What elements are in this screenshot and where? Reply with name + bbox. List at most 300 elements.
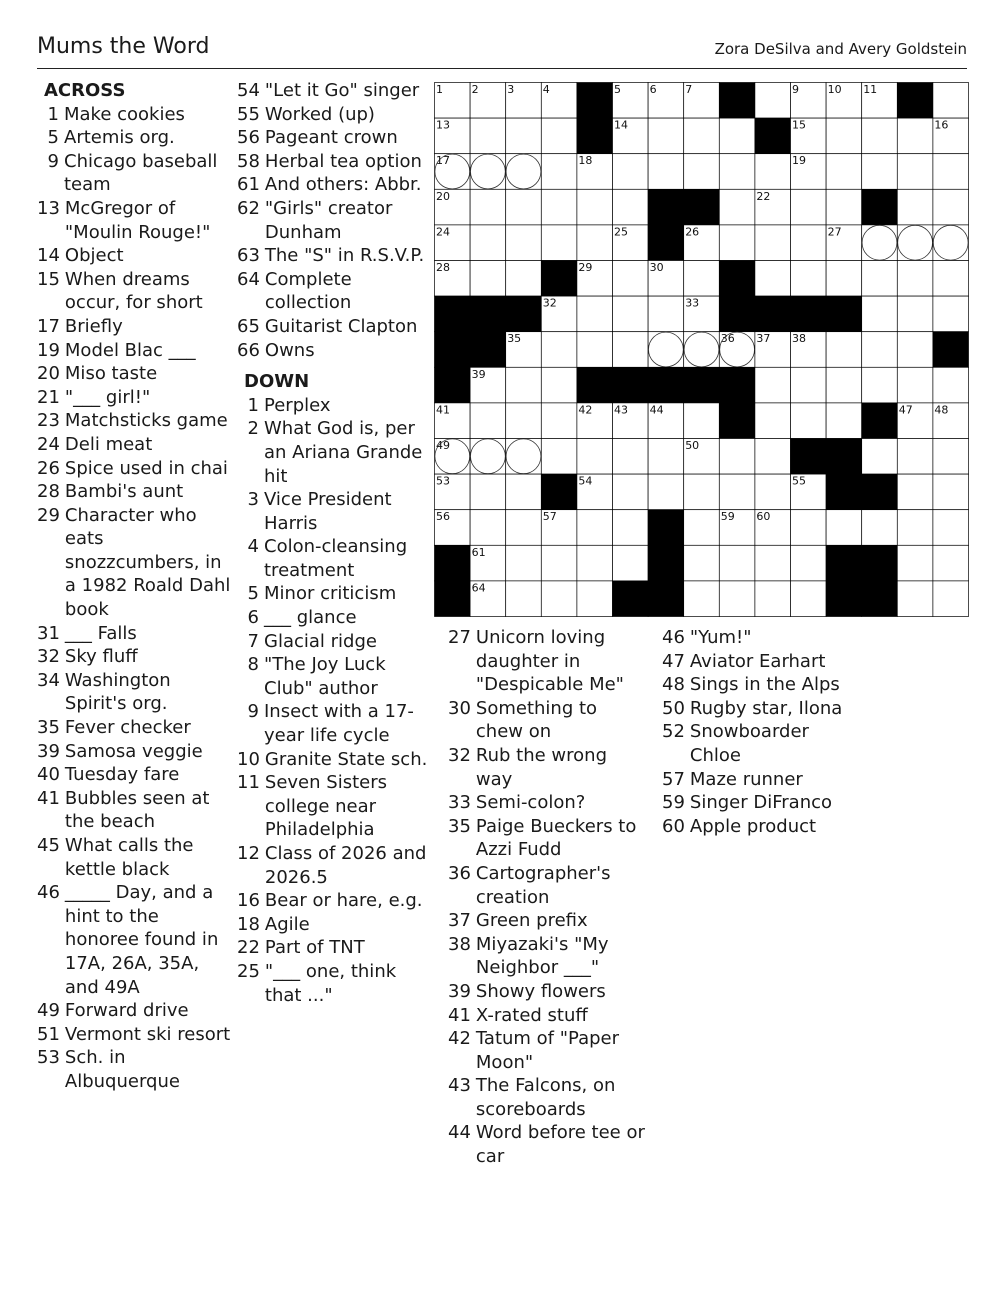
- crossword-grid: [434, 82, 970, 618]
- clue-text: "The Joy Luck Club" author: [264, 654, 386, 699]
- black-square: [684, 189, 720, 225]
- clue-number: 55: [237, 103, 260, 125]
- black-square: [684, 367, 720, 403]
- clue: [237, 488, 432, 535]
- grid-cell[interactable]: [506, 545, 542, 581]
- clue-text: Cartographer's creation: [475, 862, 611, 908]
- clue-text: Sky fluff: [64, 646, 138, 668]
- clue-text: "Girls" creator Dunham: [264, 197, 393, 243]
- down-heading: DOWN: [244, 371, 310, 393]
- clue: [237, 913, 432, 937]
- grid-cell[interactable]: [791, 367, 827, 403]
- clue: [37, 362, 232, 386]
- clue-text: Granite State sch.: [264, 748, 428, 770]
- clue-number: 39: [37, 740, 60, 762]
- cell-number: 20: [436, 189, 450, 203]
- grid-cell[interactable]: [470, 118, 506, 154]
- grid-cell[interactable]: [933, 581, 969, 617]
- cell-number: 41: [436, 403, 450, 417]
- clue: [237, 653, 432, 700]
- grid-cell[interactable]: [648, 474, 684, 510]
- grid-cell[interactable]: [755, 439, 791, 475]
- clue-text: Deli meat: [64, 433, 153, 455]
- grid-cell[interactable]: [541, 545, 577, 581]
- grid-cell[interactable]: [826, 332, 862, 368]
- clue-text: The "S" in R.S.V.P.: [264, 245, 425, 267]
- cell-number: 61: [471, 545, 486, 559]
- cell-number: 26: [685, 225, 700, 239]
- grid-cell[interactable]: [755, 545, 791, 581]
- black-square: [648, 189, 684, 225]
- grid-cell[interactable]: [684, 581, 720, 617]
- cell-number: 56: [436, 510, 450, 524]
- grid-cell[interactable]: [897, 510, 933, 546]
- across-heading: ACROSS: [44, 80, 126, 101]
- grid-cell[interactable]: [933, 474, 969, 510]
- grid-cell[interactable]: [541, 118, 577, 154]
- grid-cell[interactable]: [719, 545, 755, 581]
- grid-cell[interactable]: [862, 332, 898, 368]
- grid-cell[interactable]: [719, 189, 755, 225]
- grid-cell[interactable]: [826, 154, 862, 190]
- clue-text: Seven Sisters college near Philadelphia: [264, 772, 387, 841]
- grid-cell[interactable]: [577, 545, 613, 581]
- grid-cell[interactable]: [933, 439, 969, 475]
- grid-cell[interactable]: [506, 225, 542, 261]
- clue-text: Bear or hare, e.g.: [264, 890, 423, 912]
- grid-cell[interactable]: [755, 581, 791, 617]
- grid-cell[interactable]: [577, 225, 613, 261]
- grid-cell[interactable]: [862, 118, 898, 154]
- grid-cell[interactable]: [719, 154, 755, 190]
- cell-number: 47: [898, 403, 913, 417]
- grid-cell[interactable]: [862, 296, 898, 332]
- clue: [448, 862, 648, 909]
- grid-cell[interactable]: [719, 118, 755, 154]
- grid-cell[interactable]: [506, 118, 542, 154]
- clue-text: Owns: [264, 339, 315, 361]
- clue: [37, 1046, 232, 1093]
- clue-text: Snowboarder Chloe: [689, 721, 809, 766]
- grid-cell[interactable]: [613, 296, 649, 332]
- black-square: [577, 367, 613, 403]
- grid-cell[interactable]: [897, 439, 933, 475]
- clue-number: 5: [247, 583, 259, 605]
- clue-number: 2: [247, 418, 259, 440]
- black-square: [613, 581, 649, 617]
- clue: [662, 720, 862, 767]
- grid-cell[interactable]: [506, 581, 542, 617]
- clue-number: 39: [448, 980, 471, 1002]
- grid-cell[interactable]: [684, 510, 720, 546]
- black-square: [719, 403, 755, 439]
- grid-cell[interactable]: [862, 510, 898, 546]
- cell-number: 60: [756, 510, 771, 524]
- clue-text: X-rated stuff: [475, 1004, 588, 1026]
- clue-number: 14: [37, 245, 60, 267]
- cell-number: 10: [827, 83, 842, 96]
- cell-number: 19: [792, 154, 806, 168]
- grid-cell[interactable]: [791, 581, 827, 617]
- clue: [448, 815, 648, 862]
- grid-cell[interactable]: [684, 154, 720, 190]
- grid-cell[interactable]: [577, 332, 613, 368]
- grid-cell[interactable]: [648, 118, 684, 154]
- black-square: [791, 439, 827, 475]
- cell-number: 35: [507, 332, 522, 346]
- grid-cell[interactable]: [719, 581, 755, 617]
- grid-cell[interactable]: [613, 332, 649, 368]
- grid-cell[interactable]: [541, 225, 577, 261]
- grid-cell[interactable]: [541, 581, 577, 617]
- clue: [237, 606, 432, 630]
- black-square: [755, 296, 791, 332]
- cell-number: 43: [614, 403, 628, 417]
- grid-cell[interactable]: [897, 189, 933, 225]
- grid-cell[interactable]: [541, 403, 577, 439]
- clue-number: 24: [37, 433, 60, 455]
- clue-text: Perplex: [264, 394, 331, 416]
- grid-cell[interactable]: [897, 261, 933, 297]
- grid-cell[interactable]: [684, 118, 720, 154]
- cell-number: 7: [685, 83, 693, 96]
- grid-cell[interactable]: [648, 296, 684, 332]
- grid-cell[interactable]: [897, 154, 933, 190]
- clue-number: 25: [237, 960, 260, 982]
- clue-text: Guitarist Clapton: [264, 315, 418, 337]
- clue: [237, 417, 432, 488]
- black-square: [862, 189, 898, 225]
- grid-cell[interactable]: [470, 225, 506, 261]
- clue-number: 15: [37, 268, 60, 290]
- clue-number: 58: [237, 150, 260, 172]
- clue-number: 28: [37, 481, 60, 503]
- clue-number: 60: [662, 815, 685, 837]
- clue-number: 46: [662, 627, 685, 648]
- clue-number: 48: [662, 674, 685, 696]
- clue-text: Rugby star, Ilona: [689, 697, 843, 719]
- cell-number: 48: [934, 403, 949, 417]
- clue-text: ___ glance: [264, 607, 357, 629]
- grid-cell[interactable]: [933, 296, 969, 332]
- grid-cell[interactable]: [684, 474, 720, 510]
- black-square: [577, 118, 613, 154]
- clue-number: 37: [448, 910, 471, 932]
- clue-text: Something to chew on: [475, 697, 598, 743]
- clue-text: "Let it Go" singer: [264, 80, 420, 101]
- grid-cell[interactable]: [506, 261, 542, 297]
- grid-cell[interactable]: [826, 118, 862, 154]
- clue-number: 16: [237, 890, 260, 912]
- grid-cell[interactable]: [577, 296, 613, 332]
- clue-text: _____ Day, and a hint to the honoree found in 17A, 26A, 35A, and 49A: [64, 882, 219, 998]
- grid-cell[interactable]: [506, 403, 542, 439]
- clue: [448, 1004, 648, 1028]
- clue-number: 56: [237, 127, 260, 149]
- clue-number: 33: [448, 792, 471, 814]
- clue: [37, 669, 232, 716]
- grid-cell[interactable]: [648, 154, 684, 190]
- grid-cell[interactable]: [897, 118, 933, 154]
- clue-text: Part of TNT: [264, 937, 365, 959]
- clue-number: 66: [237, 339, 260, 361]
- grid-cell[interactable]: [826, 261, 862, 297]
- grid-cell[interactable]: [933, 545, 969, 581]
- grid-cell[interactable]: [755, 367, 791, 403]
- clue: [37, 645, 232, 669]
- clue-text: Model Blac ___: [64, 339, 196, 361]
- clue-number: 17: [37, 315, 60, 337]
- grid-cell[interactable]: [933, 154, 969, 190]
- clue: [37, 103, 232, 127]
- grid-cell[interactable]: [791, 261, 827, 297]
- clue-number: 29: [37, 504, 60, 526]
- grid-cell[interactable]: [755, 225, 791, 261]
- grid-cell[interactable]: [613, 510, 649, 546]
- grid-cell[interactable]: [897, 581, 933, 617]
- grid-cell[interactable]: [791, 545, 827, 581]
- cell-number: 2: [471, 83, 479, 96]
- grid-cell[interactable]: [684, 261, 720, 297]
- clue-column-3: [448, 626, 648, 1169]
- clue-number: 52: [662, 721, 685, 743]
- cell-number: 50: [685, 439, 700, 452]
- grid-cell[interactable]: [719, 439, 755, 475]
- clue-number: 12: [237, 843, 260, 864]
- clue-number: 8: [247, 654, 259, 676]
- grid-cell[interactable]: [755, 261, 791, 297]
- black-square: [435, 581, 471, 617]
- grid-cell[interactable]: [541, 189, 577, 225]
- grid-cell[interactable]: [613, 439, 649, 475]
- grid-cell[interactable]: [684, 545, 720, 581]
- clue: [37, 1023, 232, 1047]
- grid-cell[interactable]: [933, 367, 969, 403]
- black-square: [719, 367, 755, 403]
- cell-number: 15: [792, 118, 806, 132]
- clue: [37, 504, 232, 622]
- cell-number: 44: [649, 403, 664, 417]
- grid-cell[interactable]: [506, 510, 542, 546]
- black-square: [470, 296, 506, 332]
- grid-cell[interactable]: [862, 439, 898, 475]
- clue: [237, 268, 432, 315]
- grid-cell[interactable]: [613, 154, 649, 190]
- clue-text: Pageant crown: [264, 127, 398, 149]
- grid-cell[interactable]: [613, 189, 649, 225]
- clue-text: Miso taste: [64, 363, 158, 385]
- grid-cell[interactable]: [577, 581, 613, 617]
- clue-number: 54: [237, 80, 260, 101]
- grid-cell[interactable]: [613, 261, 649, 297]
- cell-number: 4: [542, 83, 550, 96]
- clue-text: Singer DiFranco: [689, 792, 833, 814]
- grid-cell[interactable]: [933, 510, 969, 546]
- clue-text: Green prefix: [475, 910, 588, 932]
- clue-text: "Yum!": [689, 627, 752, 648]
- grid-cell[interactable]: [684, 403, 720, 439]
- grid-cell[interactable]: [933, 189, 969, 225]
- clue: [448, 1074, 648, 1121]
- grid-cell[interactable]: [541, 154, 577, 190]
- grid-cell[interactable]: [470, 261, 506, 297]
- clue-number: 1: [47, 103, 59, 125]
- clue-text: Glacial ridge: [264, 630, 377, 652]
- grid-cell[interactable]: [719, 474, 755, 510]
- black-square: [648, 225, 684, 261]
- clue-text: Samosa veggie: [64, 740, 203, 762]
- clue-number: 41: [448, 1004, 471, 1026]
- clue-text: Object: [64, 245, 124, 267]
- clue-text: Miyazaki's "My Neighbor ___": [475, 933, 609, 979]
- grid-cell[interactable]: [897, 545, 933, 581]
- clue-text: Vermont ski resort: [64, 1023, 231, 1045]
- puzzle-title: Mums the Word: [37, 34, 210, 59]
- clue-number: 19: [37, 339, 60, 361]
- clue: [37, 433, 232, 457]
- grid-cell[interactable]: [826, 403, 862, 439]
- grid-cell[interactable]: [470, 403, 506, 439]
- cell-number: 42: [578, 403, 593, 417]
- clue-number: 35: [448, 815, 471, 837]
- grid-cell[interactable]: [506, 474, 542, 510]
- clue-number: 9: [47, 150, 59, 172]
- clue-number: 21: [37, 386, 60, 408]
- clue: [237, 960, 432, 1007]
- clue-text: Paige Bueckers to Azzi Fudd: [475, 815, 637, 861]
- grid-cell[interactable]: [826, 189, 862, 225]
- clue-text: Aviator Earhart: [689, 650, 826, 672]
- clue-number: 65: [237, 315, 260, 337]
- black-square: [826, 439, 862, 475]
- clue: [237, 582, 432, 606]
- cell-number: 49: [436, 439, 450, 452]
- grid-cell[interactable]: [755, 154, 791, 190]
- cell-number: 5: [614, 83, 621, 96]
- clue-text: ___ Falls: [64, 622, 137, 644]
- grid-cell[interactable]: [897, 367, 933, 403]
- grid-cell[interactable]: [862, 367, 898, 403]
- clue-number: 11: [237, 772, 260, 794]
- grid-cell[interactable]: [933, 261, 969, 297]
- clue-number: 47: [662, 650, 685, 672]
- clue-number: 18: [237, 913, 260, 935]
- grid-cell[interactable]: [506, 367, 542, 403]
- grid-cell[interactable]: [897, 474, 933, 510]
- clue-text: Word before tee or car: [475, 1122, 645, 1168]
- cell-number: 25: [614, 225, 628, 239]
- grid-cell[interactable]: [755, 474, 791, 510]
- black-square: [648, 367, 684, 403]
- section-gap: [237, 362, 432, 370]
- grid-cell[interactable]: [862, 154, 898, 190]
- cell-number: 14: [614, 118, 628, 132]
- clue-number: 32: [37, 646, 60, 668]
- clue: [662, 673, 862, 697]
- grid-cell[interactable]: [791, 510, 827, 546]
- clue-text: Showy flowers: [475, 980, 606, 1002]
- clue: [237, 339, 432, 363]
- grid-cell[interactable]: [933, 83, 969, 119]
- grid-cell[interactable]: [862, 261, 898, 297]
- black-square: [826, 545, 862, 581]
- grid-cell[interactable]: [577, 189, 613, 225]
- clue-number: 3: [247, 489, 259, 511]
- clue: [237, 748, 432, 772]
- grid-cell[interactable]: [791, 403, 827, 439]
- grid-cell[interactable]: [826, 510, 862, 546]
- clue-number: 5: [47, 127, 59, 149]
- clue-text: What calls the kettle black: [64, 835, 194, 880]
- clue: [448, 1121, 648, 1168]
- black-square: [648, 581, 684, 617]
- cell-number: 36: [720, 332, 735, 346]
- clue-text: When dreams occur, for short: [64, 268, 203, 314]
- grid-cell[interactable]: [791, 189, 827, 225]
- clue: [37, 386, 232, 410]
- grid-cell[interactable]: [541, 367, 577, 403]
- clue-number: 43: [448, 1075, 471, 1097]
- grid-cell[interactable]: [470, 474, 506, 510]
- grid-cell[interactable]: [613, 474, 649, 510]
- grid-cell[interactable]: [577, 439, 613, 475]
- clue: [662, 815, 862, 839]
- grid-cell[interactable]: [755, 83, 791, 119]
- cell-number: 64: [471, 581, 486, 595]
- clue-number: 46: [37, 882, 60, 904]
- clue-text: Rub the wrong way: [475, 744, 607, 790]
- clue: [37, 622, 232, 646]
- clue-column-1: [37, 79, 232, 1094]
- grid-cell[interactable]: [613, 545, 649, 581]
- black-square: [862, 581, 898, 617]
- grid-cell[interactable]: [648, 439, 684, 475]
- grid-cell[interactable]: [755, 403, 791, 439]
- clue-text: What God is, per an Ariana Grande hit: [264, 418, 423, 487]
- cell-number: 29: [578, 261, 593, 274]
- grid-cell[interactable]: [577, 510, 613, 546]
- grid-cell[interactable]: [719, 225, 755, 261]
- clue-text: Artemis org.: [64, 127, 175, 149]
- black-square: [862, 545, 898, 581]
- grid-cell[interactable]: [470, 189, 506, 225]
- grid-cell[interactable]: [791, 225, 827, 261]
- clue-text: Spice used in chai: [64, 457, 228, 479]
- clue: [448, 933, 648, 980]
- grid-cell[interactable]: [541, 332, 577, 368]
- grid-cell[interactable]: [541, 439, 577, 475]
- black-square: [577, 83, 613, 119]
- clue: [237, 394, 432, 418]
- grid-cell[interactable]: [506, 189, 542, 225]
- clue: [237, 936, 432, 960]
- grid-cell[interactable]: [470, 510, 506, 546]
- black-square: [648, 545, 684, 581]
- clue-number: 36: [448, 862, 471, 884]
- black-square: [719, 296, 755, 332]
- clue-number: 9: [247, 701, 259, 723]
- grid-cell[interactable]: [826, 367, 862, 403]
- clue: [37, 339, 232, 363]
- clue-number: 6: [247, 607, 259, 629]
- clue-number: 42: [448, 1028, 471, 1050]
- clue: [662, 626, 862, 650]
- grid-cell[interactable]: [897, 332, 933, 368]
- clue: [448, 744, 648, 791]
- grid-cell[interactable]: [897, 296, 933, 332]
- clue-number: 64: [237, 268, 260, 290]
- clue-number: 62: [237, 197, 260, 219]
